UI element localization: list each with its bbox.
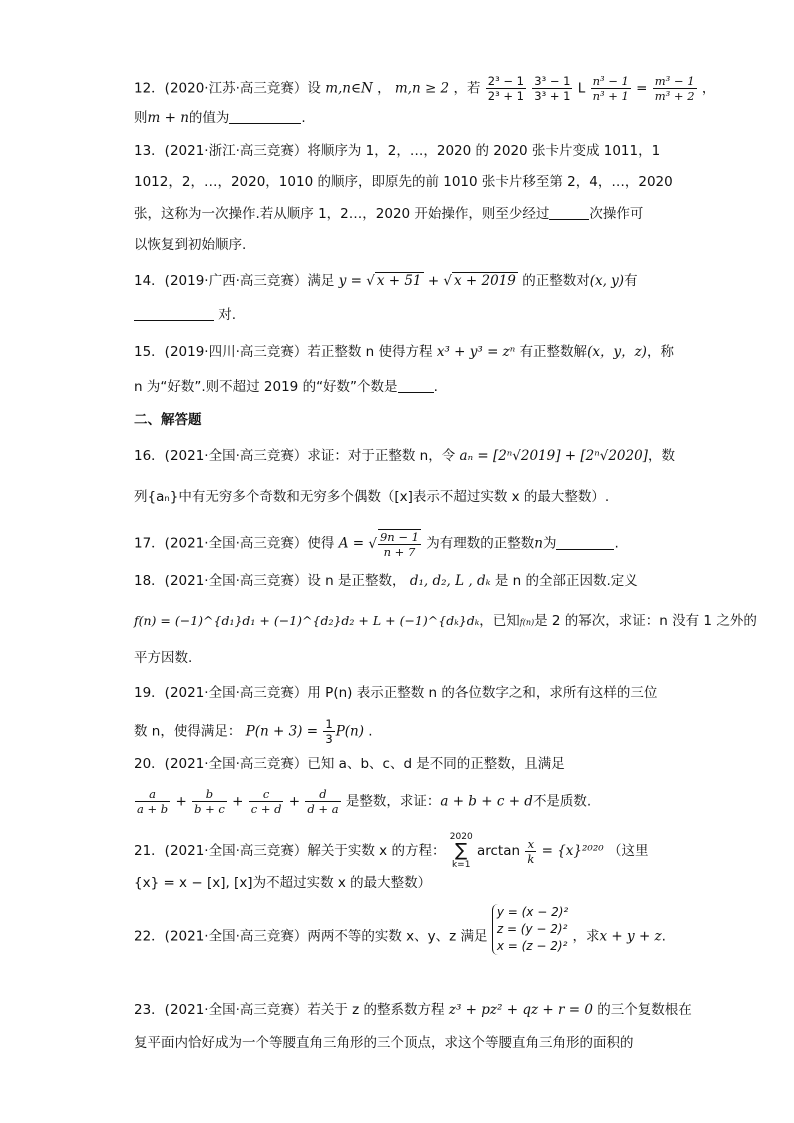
q18-line1-expr: d₁, d₂, L , dₖ [409, 573, 491, 589]
q12-eq: = [636, 80, 648, 97]
q20-frac-d-num: d [305, 787, 340, 802]
q17-answer-blank[interactable] [556, 535, 614, 550]
q12-ellipsis: L [577, 80, 586, 97]
q19-fraction [323, 717, 334, 746]
q21-rhs: = {x}²⁰²⁰ [541, 843, 604, 859]
q20-line2-post: 是整数，求证： [345, 793, 441, 810]
question-16-line-2: 列{aₙ}中有无穷多个奇数和无穷多个偶数（[x]表示不超过实数 x 的最大整数）. [134, 489, 610, 505]
q14-expr1: y = [338, 273, 362, 289]
q15-answer-blank[interactable] [398, 378, 434, 393]
question-19-line-2 [134, 717, 373, 746]
q21-sum-symbol: ∑ [455, 840, 468, 861]
q18-line2-expr: f(n) = (−1)^{d₁}d₁ + (−1)^{d₂}d₂ + L + (−1)^{dₖ}dₖ [134, 613, 480, 628]
q12-f4-num: m³ − 1 [654, 74, 695, 88]
q18-line2-post: ，已知 [479, 613, 520, 629]
q20-plus-2: + [232, 793, 244, 810]
q18-line2-small: f(n) [519, 618, 535, 627]
q12-cond2: m,n ≥ 2 [394, 80, 450, 97]
question-18-line-2 [134, 612, 757, 632]
q20-frac-c-den: c + d [250, 802, 282, 816]
q22-eq-1: y = (x − 2)² [496, 905, 569, 919]
q20-line2-end: 不是质数. [532, 793, 592, 810]
question-18 [134, 572, 638, 590]
question-20-line-2 [134, 787, 591, 816]
q12-f3-den: n³ + 1 [592, 89, 629, 103]
q12-f2-den: 3³ + 1 [534, 89, 571, 103]
q17-den: n + 7 [383, 545, 416, 559]
q16-pre: 16．(2021·全国·高三竞赛）求证：对于正整数 n，令 [134, 448, 456, 464]
q21-end: （这里 [607, 843, 649, 859]
q12-line2-expr: m + n [147, 110, 189, 126]
q20-fraction-c [249, 787, 284, 816]
q15-line2-end: . [433, 379, 438, 395]
q12-f4-den: m³ + 2 [654, 89, 695, 103]
q12-line2-end: . [301, 110, 306, 126]
q12-sep2: ，若 [453, 80, 481, 97]
q17-post: 为有理数的正整数 [426, 535, 535, 552]
q20-frac-b-den: b + c [194, 802, 225, 816]
q19-line2-expr2: P(n) [335, 723, 364, 740]
q21-func: arctan [476, 843, 521, 859]
q12-sep1: ， [377, 80, 391, 97]
q13-line3-post: 次操作可 [589, 206, 644, 222]
q22-post: ，求 [572, 928, 600, 945]
q19-line2-expr1: P(n + 3) = [245, 723, 319, 740]
q20-plus-3: + [288, 793, 301, 810]
q21-frac-num: x [525, 837, 536, 852]
q22-pre: 22．(2021·全国·高三竞赛）两两不等的实数 x、y、z 满足 [134, 928, 488, 945]
question-13-line-1: 13．(2021·浙江·高三竞赛）将顺序为 1，2，…，2020 的 2020 张卡片变成 1011，1 [134, 143, 661, 159]
question-17 [134, 529, 619, 559]
q16-expr: aₙ = [2ⁿ√2019] + [2ⁿ√2020] [459, 448, 648, 464]
question-18-line-3: 平方因数. [134, 650, 193, 666]
q17-post2: 为 [542, 535, 557, 552]
q14-pre: 14．(2019·广西·高三竞赛）满足 [134, 273, 335, 289]
q19-frac-num: 1 [325, 717, 333, 731]
q21-frac-den: k [527, 851, 535, 866]
q14-post: 的正整数对 [522, 273, 590, 289]
q17-fraction [378, 529, 421, 559]
q19-frac-den: 3 [325, 732, 333, 746]
question-21 [134, 832, 648, 870]
q14-pair: (x, y) [589, 273, 625, 289]
question-19-line-1: 19．(2021·全国·高三竞赛）用 P(n) 表示正整数 n 的各位数字之和，求所有这样的三位 [134, 685, 658, 701]
q15-end: ，称 [646, 344, 674, 360]
q20-frac-a-den: a + b [137, 802, 169, 816]
q12-cond1: m,n∈N [325, 80, 373, 97]
question-23-line-2: 复平面内恰好成为一个等腰直角三角形的三个顶点，求这个等腰直角三角形的面积的 [134, 1035, 634, 1051]
question-23 [134, 1001, 692, 1019]
q14-answer-blank[interactable] [134, 306, 214, 321]
q14-plus: + [427, 273, 440, 289]
question-20-line-1: 20．(2021·全国·高三竞赛）已知 a、b、c、d 是不同的正整数，且满足 [134, 756, 565, 772]
q20-plus-1: + [175, 793, 187, 810]
q12-answer-blank[interactable] [229, 109, 301, 124]
q14-rad1: x + 51 [376, 273, 422, 289]
q20-frac-d-den: d + a [307, 802, 339, 816]
q15-expr: x³ + y³ = zⁿ [436, 344, 516, 360]
q15-mid: 有正整数解 [519, 344, 588, 360]
question-14 [134, 272, 638, 290]
q23-pre: 23．(2021·全国·高三竞赛）若关于 z 的整系数方程 [134, 1002, 445, 1018]
q13-line3-pre: 张，这称为一次操作.若从顺序 1，2…，2020 开始操作，则至少经过 [134, 206, 550, 222]
q12-line2-post: 的值为 [188, 110, 230, 126]
q22-eq-3: x = (z − 2)² [496, 939, 568, 953]
q21-fraction [525, 837, 536, 866]
q21-sum-bottom: k=1 [451, 860, 471, 870]
q14-radical-2: √ x + 2019 [443, 273, 516, 289]
q12-f2-num: 3³ − 1 [534, 74, 571, 88]
q12-fraction-3 [591, 74, 631, 103]
q17-radical: √ $\frac{9n - 1}{n + 7}$ [368, 530, 419, 559]
q12-f1-den: 2³ + 1 [487, 89, 524, 103]
q15-line2-pre: n 为“好数”.则不超过 2019 的“好数”个数是 [134, 379, 398, 395]
q20-fraction-d [305, 787, 340, 816]
q17-end: . [614, 535, 619, 552]
q21-pre: 21．(2021·全国·高三竞赛）解关于实数 x 的方程： [134, 843, 446, 859]
q15-tuple: (x，y，z) [587, 344, 647, 360]
q18-line2-post2: 是 2 的幂次，求证：n 没有 1 之外的 [534, 613, 757, 629]
q21-sum-top: 2020 [449, 832, 473, 842]
q22-eq-2: z = (y − 2)² [496, 922, 568, 936]
q14-post2: 有 [624, 273, 638, 289]
q23-expr: z³ + pz² + qz + r = 0 [448, 1002, 593, 1018]
q20-fraction-a [135, 787, 170, 816]
q19-line2-pre: 数 n，使得满足： [134, 723, 242, 740]
q23-post: 的三个复数根在 [597, 1002, 692, 1018]
question-21-line-2: {x} = x − [x], [x]为不超过实数 x 的最大整数） [134, 875, 432, 891]
q17-pre: 17．(2021·全国·高三竞赛）使得 [134, 535, 335, 552]
q14-rad2: x + 2019 [454, 273, 516, 289]
q14-line2-post: 对. [218, 307, 237, 323]
q12-f1-num: 2³ − 1 [487, 74, 524, 88]
question-14-line-2 [134, 306, 236, 324]
question-16 [134, 447, 675, 465]
question-22 [134, 905, 666, 955]
q17-expr-pre: A = [338, 535, 365, 552]
q17-n: n [534, 535, 543, 552]
q20-frac-b-num: b [192, 787, 227, 802]
q21-summation [450, 832, 473, 870]
q22-equation-system [492, 904, 568, 955]
question-12 [134, 74, 715, 103]
q12-tail: ， [701, 80, 716, 97]
q13-answer-blank[interactable] [549, 205, 589, 220]
q12-line2-pre: 则 [134, 110, 148, 126]
q12-fraction-4 [653, 74, 697, 103]
question-13-line-4: 以恢复到初始顺序. [134, 237, 247, 253]
q16-end: ，数 [647, 448, 675, 464]
q15-pre: 15．(2019·四川·高三竞赛）若正整数 n 使得方程 [134, 344, 433, 360]
section-heading: 二、解答题 [134, 412, 202, 428]
q19-line2-end: . [368, 723, 373, 740]
question-15-line-2 [134, 378, 438, 396]
q20-fraction-b [192, 787, 227, 816]
q12-prefix: 12．(2020·江苏·高三竞赛）设 [134, 80, 321, 97]
q20-line2-expr: a + b + c + d [440, 793, 533, 810]
question-13-line-3 [134, 205, 643, 223]
q20-frac-c-num: c [249, 787, 284, 802]
q20-frac-a-num: a [135, 787, 170, 802]
q18-line1: 18．(2021·全国·高三竞赛）设 n 是正整数， [134, 573, 406, 589]
q22-end: . [661, 928, 666, 945]
question-15 [134, 343, 674, 361]
question-12-line-2 [134, 109, 306, 127]
q12-fraction-1 [486, 74, 526, 103]
q17-num: 9n − 1 [379, 530, 419, 544]
q18-line1-post: 是 n 的全部正因数.定义 [494, 573, 638, 589]
q12-f3-num: n³ − 1 [592, 74, 629, 88]
question-13-line-2: 1012，2，…，2020，1010 的顺序，即原先的前 1010 张卡片移至第 2，4，…，2020 [134, 174, 673, 190]
q12-fraction-2 [532, 74, 572, 103]
q14-radical-1: √ x + 51 [366, 273, 422, 289]
q22-expr: x + y + z [599, 928, 662, 945]
